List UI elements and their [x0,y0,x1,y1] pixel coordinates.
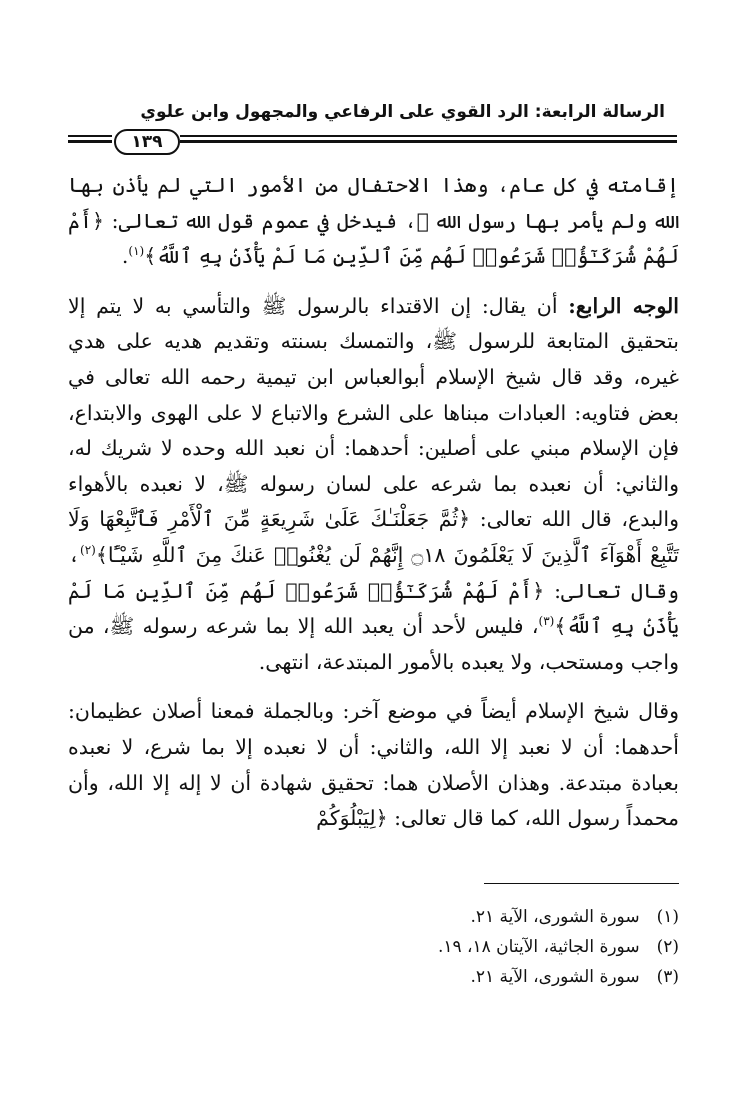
footnote-separator [484,883,679,884]
page-number: ١٣٩ [114,129,180,155]
footnote-number: (٣) [656,967,679,987]
paragraph-1-end: . [121,244,129,269]
footnote-ref: (١) [128,244,145,259]
rule-line-left-bottom [68,140,112,143]
header-rule [68,129,677,155]
quran-verse: ﴿لِيَبْلُوَكُمْ [316,806,388,831]
footnote-ref: (٢) [80,543,96,558]
rule-line-right-top [180,135,677,137]
quran-verse: ﴿ثُمَّ جَعَلْنَـٰكَ عَلَىٰ شَرِيعَةٍ مِّنَ ٱلْأَمْرِ فَٱتَّبِعْهَا وَلَا تَتَّبِعْ أَهْوَآءَ ٱلَّذِينَ لَا يَعْلَمُونَ ۝١٨ إِنَّهُمْ لَن يُغْنُوا۟ عَنكَ مِنَ ٱللَّهِ شَيْـًٔا﴾ [68,507,679,567]
paragraph-3 [68,694,679,836]
paragraph-3-text: وقال شيخ الإسلام أيضاً في موضع آخر: وبالجملة فمعنا أصلان عظيمان: أحدهما: أن لا نعبد إلا الله، والثاني: أن لا نعبده إلا بما شرع، لا نعبده بعبادة مبتدعة. وهذان الأصلان هما: تحقيق شهادة أن لا إله إلا الله، وأن محمداً رسول الله، كما قال تعالى: [68,699,679,831]
paragraph-1-text: إقامته في كل عام، وهذا الاحتفال من الأمور التي لم يأذن بها الله ولم يأمر بها رسول الله ﷺ، فيدخل في عموم قول الله تعالى: [68,173,679,233]
paragraph-1 [68,168,679,275]
quran-verse: ﴿أَمْ لَهُمْ شُرَكَـٰٓؤُا۟ شَرَعُوا۟ لَهُم مِّنَ ٱلدِّينِ مَا لَمْ يَأْذَنۢ بِهِ ٱللَّهُ﴾ [68,208,679,269]
paragraph-2-text-b: ، وقال تعالى: [68,542,679,603]
rule-line-right-bottom [180,140,677,143]
paragraph-2 [68,289,679,681]
footnote-number: (١) [656,907,679,927]
quran-verse: ﴿أَمْ لَهُمْ شُرَكَـٰٓؤُا۟ شَرَعُوا۟ لَهُم مِّنَ ٱلدِّينِ مَا لَمْ يَأْذَنۢ بِهِ ٱللَّهُ﴾ [68,578,679,639]
footnote-text: سورة الشورى، الآية ٢١. [470,907,640,927]
footnote-ref: (٣) [538,614,555,629]
section-lead: الوجه الرابع: [568,293,679,318]
running-header: الرسالة الرابعة: الرد القوي على الرفاعي والمجهول وابن علوي [140,102,665,122]
footnote-number: (٢) [656,937,679,957]
footnote-text: سورة الشورى، الآية ٢١. [470,967,640,987]
paragraph-2-text-c: ، فليس لأحد أن يعبد الله إلا بما شرعه رسوله ﷺ، من واجب ومستحب، ولا يعبده بالأمور المبتدعة، انتهى. [68,614,679,674]
rule-line-left-top [68,135,112,137]
footnote-item [68,932,679,962]
body-text [68,168,679,837]
footnotes [68,902,679,992]
footnote-item [68,902,679,932]
footnote-item [68,962,679,992]
footnote-text: سورة الجاثية، الآيتان ١٨، ١٩. [437,937,640,957]
paragraph-2-text-a: أن يقال: إن الاقتداء بالرسول ﷺ والتأسي به لا يتم إلا بتحقيق المتابعة للرسول ﷺ، والتمسك بسنته وتقديم هديه على هدي غيره، وقد قال شيخ الإسلام أبوالعباس ابن تيمية رحمه الله تعالى في بعض فتاويه: العبادات مبناها على الشرع والاتباع لا على الهوى والابتداع، فإن الإسلام مبني على أصلين: أحدهما: أن نعبد الله وحده لا شريك له، والثاني: أن نعبده بما شرعه على لسان رسوله ﷺ، لا نعبده بالأهواء والبدع، قال الله تعالى: [68,293,679,532]
